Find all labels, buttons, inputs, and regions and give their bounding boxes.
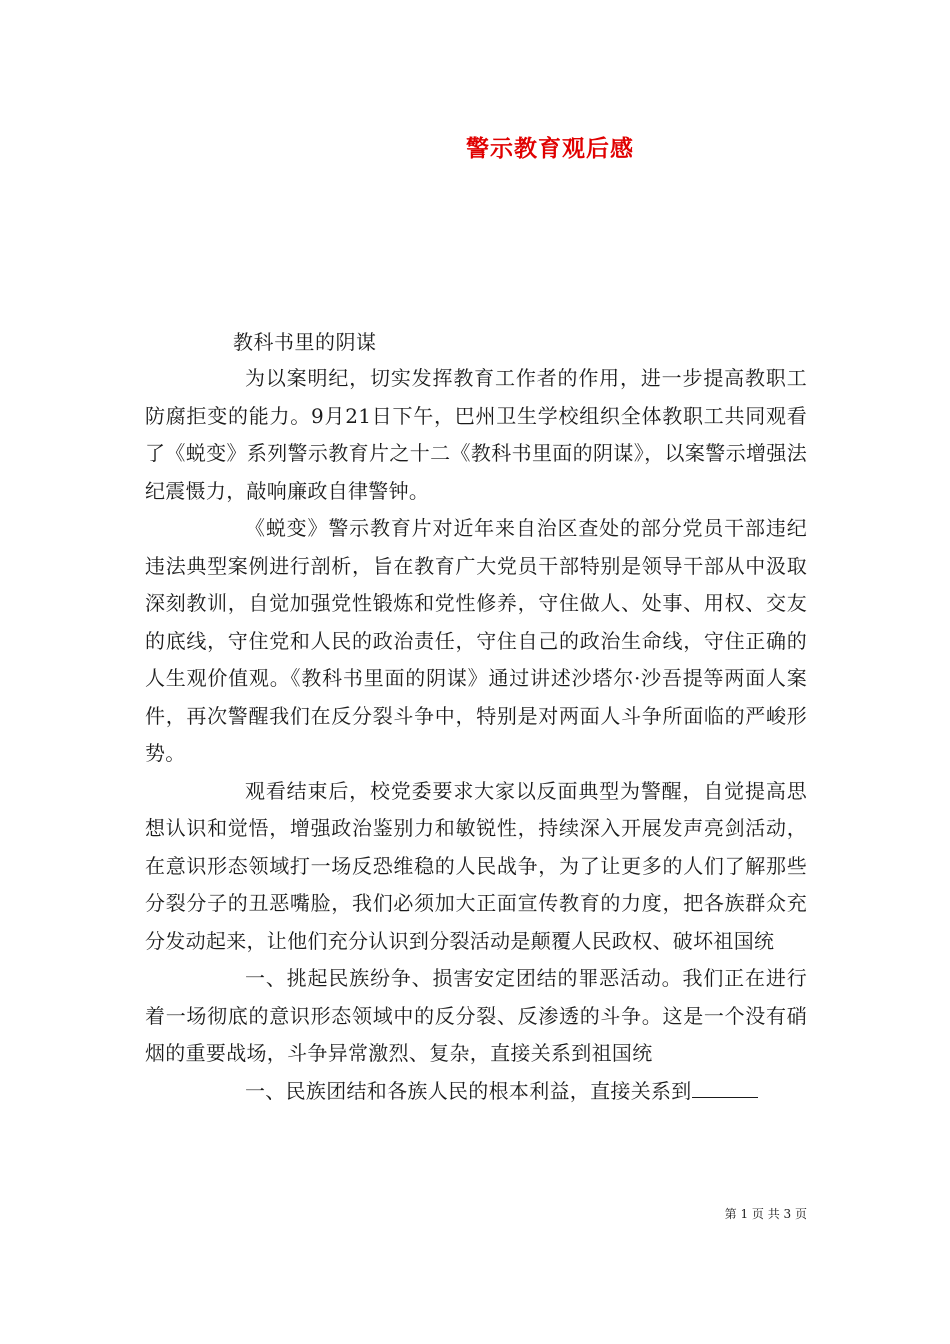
paragraph: 一、挑起民族纷争、损害安定团结的罪恶活动。我们正在进行着一场彻底的意识形态领域中的反分裂、反渗透的斗争。这是一个没有硝烟的重要战场，斗争异常激烈、复杂，直接关系到祖国统 [145,966,807,1065]
paragraph-text: 一、民族团结和各族人民的根本利益，直接关系到 [245,1078,692,1103]
fill-in-blank-line [692,1075,758,1098]
paragraph-with-blank [145,1073,807,1111]
document-subtitle: 教科书里的阴谋 [233,330,377,354]
document-title: 警示教育观后感 [466,136,634,162]
page-number: 第 1 页 共 3 页 [724,1207,807,1221]
paragraph: 《蜕变》警示教育片对近年来自治区查处的部分党员干部违纪违法典型案例进行剖析，旨在教育广大党员干部特别是领导干部从中汲取深刻教训，自觉加强党性锻炼和党性修养，守住做人、处事、用权、交友的底线，守住党和人民的政治责任，守住自己的政治生命线，守住正确的人生观价值观。《教科书里面的阴谋》通过讲述沙塔尔·沙吾提等两面人案件，再次警醒我们在反分裂斗争中，特别是对两面人斗争所面临的严峻形势。 [145,516,807,765]
paragraph: 观看结束后，校党委要求大家以反面典型为警醒，自觉提高思想认识和觉悟，增强政治鉴别力和敏锐性，持续深入开展发声亮剑活动，在意识形态领域打一场反恐维稳的人民战争，为了让更多的人们了解那些分裂分子的丑恶嘴脸，我们必须加大正面宣传教育的力度，把各族群众充分发动起来，让他们充分认识到分裂活动是颠覆人民政权、破坏祖国统 [145,778,807,953]
paragraph: 为以案明纪，切实发挥教育工作者的作用，进一步提高教职工防腐拒变的能力。9月21日下午，巴州卫生学校组织全体教职工共同观看了《蜕变》系列警示教育片之十二《教科书里面的阴谋》，以案警示增强法纪震慑力，敲响廉政自律警钟。 [145,366,807,503]
document-body [145,360,807,1110]
